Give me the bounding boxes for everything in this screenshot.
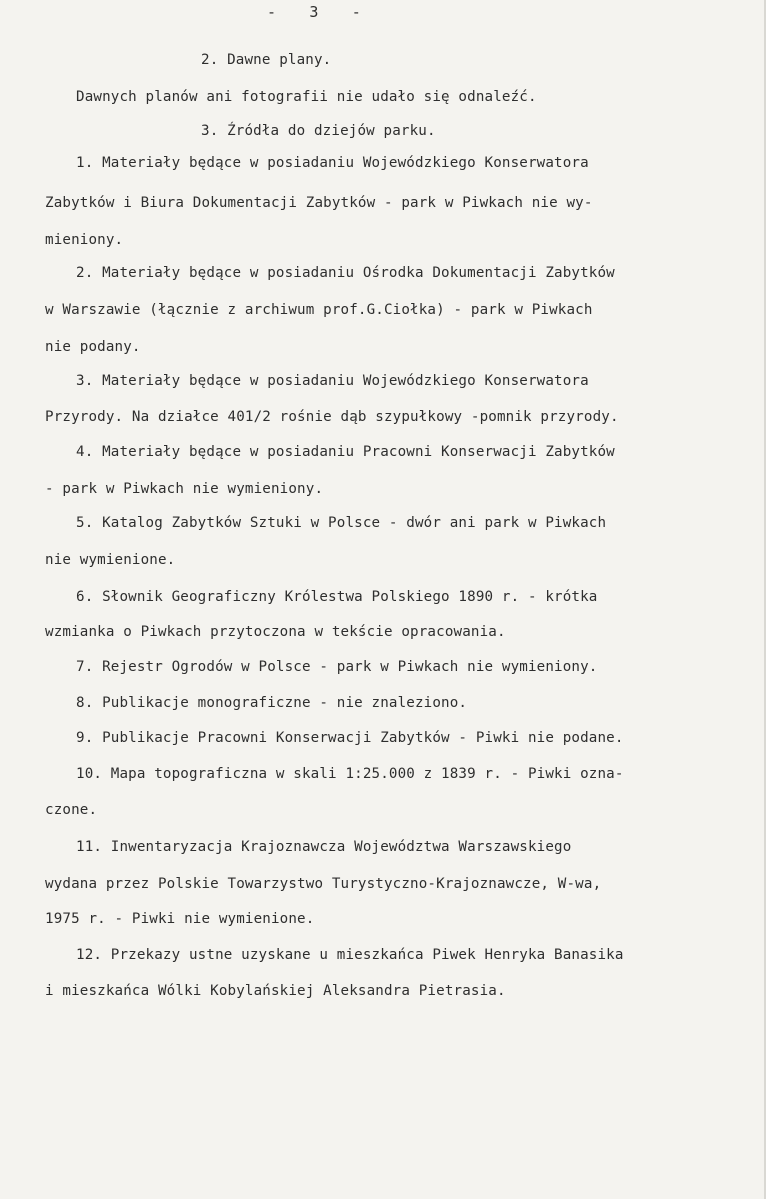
list-item-12-line-2: i mieszkańca Wólki Kobylańskiej Aleksandra Pietrasia.	[45, 983, 506, 999]
list-item-1-line-3: mieniony.	[45, 232, 124, 248]
list-item-9: 9. Publikacje Pracowni Konserwacji Zabytków - Piwki nie podane.	[76, 730, 624, 746]
list-item-10-line-2: czone.	[45, 802, 98, 818]
list-item-2-line-1: 2. Materiały będące w posiadaniu Ośrodka Dokumentacji Zabytków	[76, 265, 615, 281]
list-item-2-line-3: nie podany.	[45, 339, 141, 355]
list-item-1-line-2: Zabytków i Biura Dokumentacji Zabytków - park w Piwkach nie wy-	[45, 195, 593, 211]
list-item-3-line-1: 3. Materiały będące w posiadaniu Wojewódzkiego Konserwatora	[76, 373, 589, 389]
section-2-text: Dawnych planów ani fotografii nie udało się odnaleźć.	[76, 89, 537, 105]
list-item-11-line-2: wydana przez Polskie Towarzystwo Turystyczno-Krajoznawcze, W-wa,	[45, 876, 602, 892]
list-item-1-line-1: 1. Materiały będące w posiadaniu Wojewódzkiego Konserwatora	[76, 155, 589, 171]
list-item-4-line-2: - park w Piwkach nie wymieniony.	[45, 481, 324, 497]
list-item-2-line-2: w Warszawie (łącznie z archiwum prof.G.Ciołka) - park w Piwkach	[45, 302, 593, 318]
section-2-heading: 2. Dawne plany.	[201, 52, 332, 68]
list-item-6-line-1: 6. Słownik Geograficzny Królestwa Polskiego 1890 r. - krótka	[76, 589, 598, 605]
page-number: - 3 -	[267, 3, 361, 21]
list-item-5-line-2: nie wymienione.	[45, 552, 176, 568]
list-item-11-line-3: 1975 r. - Piwki nie wymienione.	[45, 911, 315, 927]
list-item-4-line-1: 4. Materiały będące w posiadaniu Pracowni Konserwacji Zabytków	[76, 444, 615, 460]
section-3-heading: 3. Źródła do dziejów parku.	[201, 123, 436, 139]
list-item-7: 7. Rejestr Ogrodów w Polsce - park w Piwkach nie wymieniony.	[76, 659, 598, 675]
list-item-6-line-2: wzmianka o Piwkach przytoczona w tekście opracowania.	[45, 624, 506, 640]
list-item-3-line-2: Przyrody. Na działce 401/2 rośnie dąb szypułkowy -pomnik przyrody.	[45, 409, 619, 425]
list-item-10-line-1: 10. Mapa topograficzna w skali 1:25.000 z 1839 r. - Piwki ozna-	[76, 766, 624, 782]
list-item-8: 8. Publikacje monograficzne - nie znaleziono.	[76, 695, 468, 711]
list-item-5-line-1: 5. Katalog Zabytków Sztuki w Polsce - dwór ani park w Piwkach	[76, 515, 607, 531]
list-item-12-line-1: 12. Przekazy ustne uzyskane u mieszkańca Piwek Henryka Banasika	[76, 947, 624, 963]
list-item-11-line-1: 11. Inwentaryzacja Krajoznawcza Województwa Warszawskiego	[76, 839, 572, 855]
